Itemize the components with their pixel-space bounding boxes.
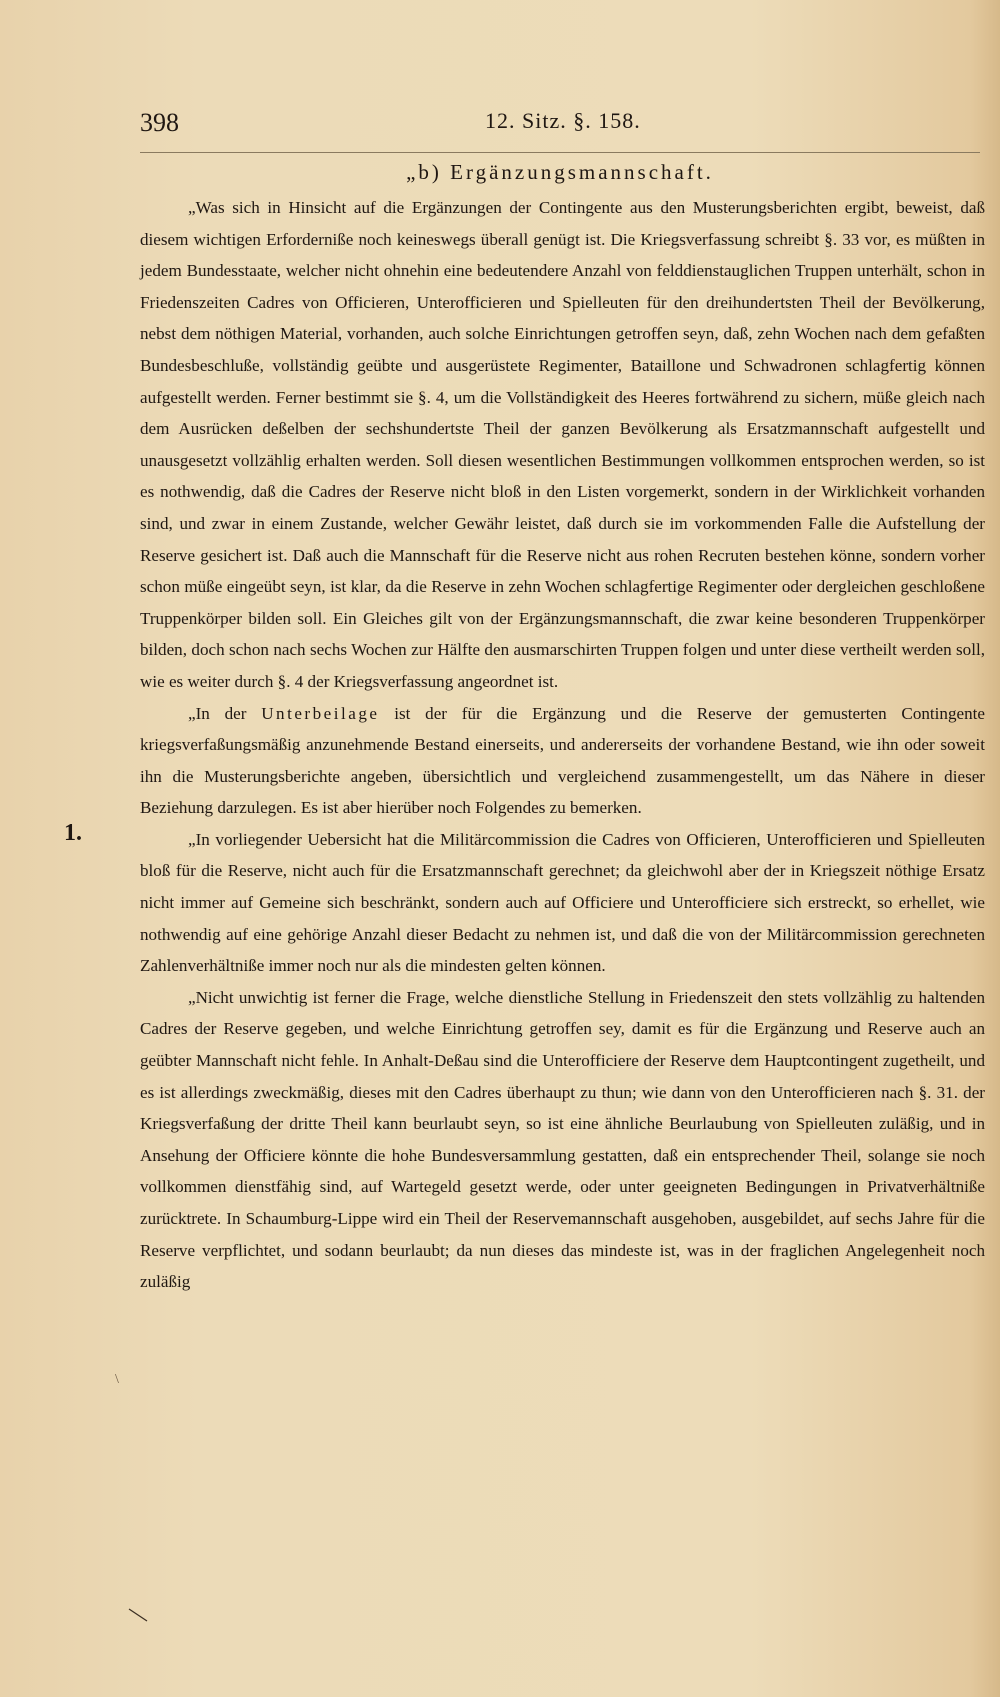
page-header xyxy=(140,108,980,148)
paragraph-2-start: „In der xyxy=(188,703,262,723)
spaced-term: Unterbeilage xyxy=(261,703,380,723)
body-text xyxy=(140,192,985,1298)
paragraph-2-rest: ist der für die Ergänzung und die Reserve der gemusterten Contingente kriegsverfaßungsmäßig anzunehmende Bestand einerseits, und andererseits der vorhandene Bestand, wie ihn oder soweit ihn die Musterungsberichte angeben, übersichtlich und vergleichend zusammengestellt, um das Nähere in dieser Beziehung darzulegen. Es ist aber hierüber noch Folgendes zu bemerken. xyxy=(140,703,985,818)
paragraph-2 xyxy=(140,698,985,824)
paragraph-1: „Was sich in Hinsicht auf die Ergänzungen der Contingente aus den Musterungsberichten ergibt, beweist, daß diesem wichtigen Erforderniße noch keineswegs überall genügt ist. Die Kriegsverfassung schreibt §. 33 vor, es müßten in jedem Bundesstaate, welcher nicht ohnehin eine bedeutendere Anzahl von felddienstauglichen Truppen unterhält, schon in Friedenszeiten Cadres von Officieren, Unterofficieren und Spielleuten für den dreihundertsten Theil der Bevölkerung, nebst dem nöthigen Material, vorhanden, auch solche Einrichtungen getroffen seyn, daß, zehn Wochen nach dem gefaßten Bundesbeschluße, vollständig geübte und ausgerüstete Regimenter, Bataillone und Schwadronen schlagfertig können aufgestellt werden. Ferner bestimmt sie §. 4, um die Vollständigkeit des Heeres fortwährend zu sichern, müße gleich nach dem Ausrücken deßelben der sechshundertste Theil der ganzen Bevölkerung als Ersatzmannschaft aufgestellt und unausgesetzt vollzählig erhalten werden. Soll diesen wesentlichen Bestimmungen vollkommen entsprochen werden, so ist es nothwendig, daß die Cadres der Reserve nicht bloß in den Listen vorgemerkt, sondern in der Wirklichkeit vorhanden sind, und zwar in einem Zustande, welcher Gewähr leistet, daß durch sie im vorkommenden Falle die Aufstellung der Reserve gesichert ist. Daß auch die Mannschaft für die Reserve nicht aus rohen Recruten bestehen könne, sondern vorher schon müße eingeübt seyn, ist klar, da die Reserve in zehn Wochen schlagfertige Regimenter oder dergleichen geschloßene Truppenkörper bilden soll. Ein Gleiches gilt von der Ergänzungsmannschaft, die zwar keine besonderen Truppenkörper bilden, doch schon nach sechs Wochen zur Hälfte den ausmarschirten Truppen folgen und unter diese vertheilt werden soll, wie es weiter durch §. 4 der Kriegsverfassung angeordnet ist. xyxy=(140,198,985,691)
running-head: 12. Sitz. §. 158. xyxy=(485,108,641,133)
margin-tick-mark: \ xyxy=(115,1372,119,1387)
paragraph-3: „In vorliegender Uebersicht hat die Militärcommission die Cadres von Officieren, Unterofficieren und Spielleuten bloß für die Reserve, nicht auch für die Ersatzmannschaft gerechnet; da gleichwohl aber der in Kriegszeit nöthige Ersatz nicht immer auf Gemeine sich beschränkt, sondern auch auf Officiere und Unterofficiere sich erstreckt, so erhellet, wie nothwendig auf eine gehörige Anzahl dieser Bedacht zu nehmen ist, und daß die von der Militärcommission gerechneten Zahlenverhältniße immer noch nur als die mindesten gelten können. xyxy=(140,829,985,976)
paragraph-4: „Nicht unwichtig ist ferner die Frage, welche dienstliche Stellung in Friedenszeit den stets vollzählig zu haltenden Cadres der Reserve gegeben, und welche Einrichtung getroffen sey, damit es für die Ergänzung und Reserve auch an geübter Mannschaft nicht fehle. In Anhalt-Deßau sind die Unterofficiere der Reserve dem Hauptcontingent zugetheilt, und es ist allerdings zweckmäßig, dieses mit den Cadres überhaupt zu thun; wie dann von den Unterofficieren nach §. 31. der Kriegsverfaßung der dritte Theil kann beurlaubt seyn, so ist eine ähnliche Beurlaubung von Spielleuten zuläßig, und in Ansehung der Officiere könnte die hohe Bundesversammlung gestatten, daß ein entsprechender Theil, solange sie noch vollkommen dienstfähig sind, auf Wartegeld gesetzt werde, oder unter geeigneten Bedingungen in Privatverhältniße zurücktrete. In Schaumburg-Lippe wird ein Theil der Reservemannschaft ausgehoben, ausgebildet, auf sechs Jahre für die Reserve verpflichtet, und sodann beurlaubt; da nun dieses das mindeste ist, was in der fraglichen Angelegenheit noch zuläßig xyxy=(140,987,985,1292)
margin-number: 1. xyxy=(64,820,82,846)
header-rule xyxy=(140,152,980,153)
page-number: 398 xyxy=(140,108,179,137)
stray-pen-stroke xyxy=(128,1608,148,1622)
section-title: „b) Ergänzungsmannschaft. xyxy=(406,160,714,184)
